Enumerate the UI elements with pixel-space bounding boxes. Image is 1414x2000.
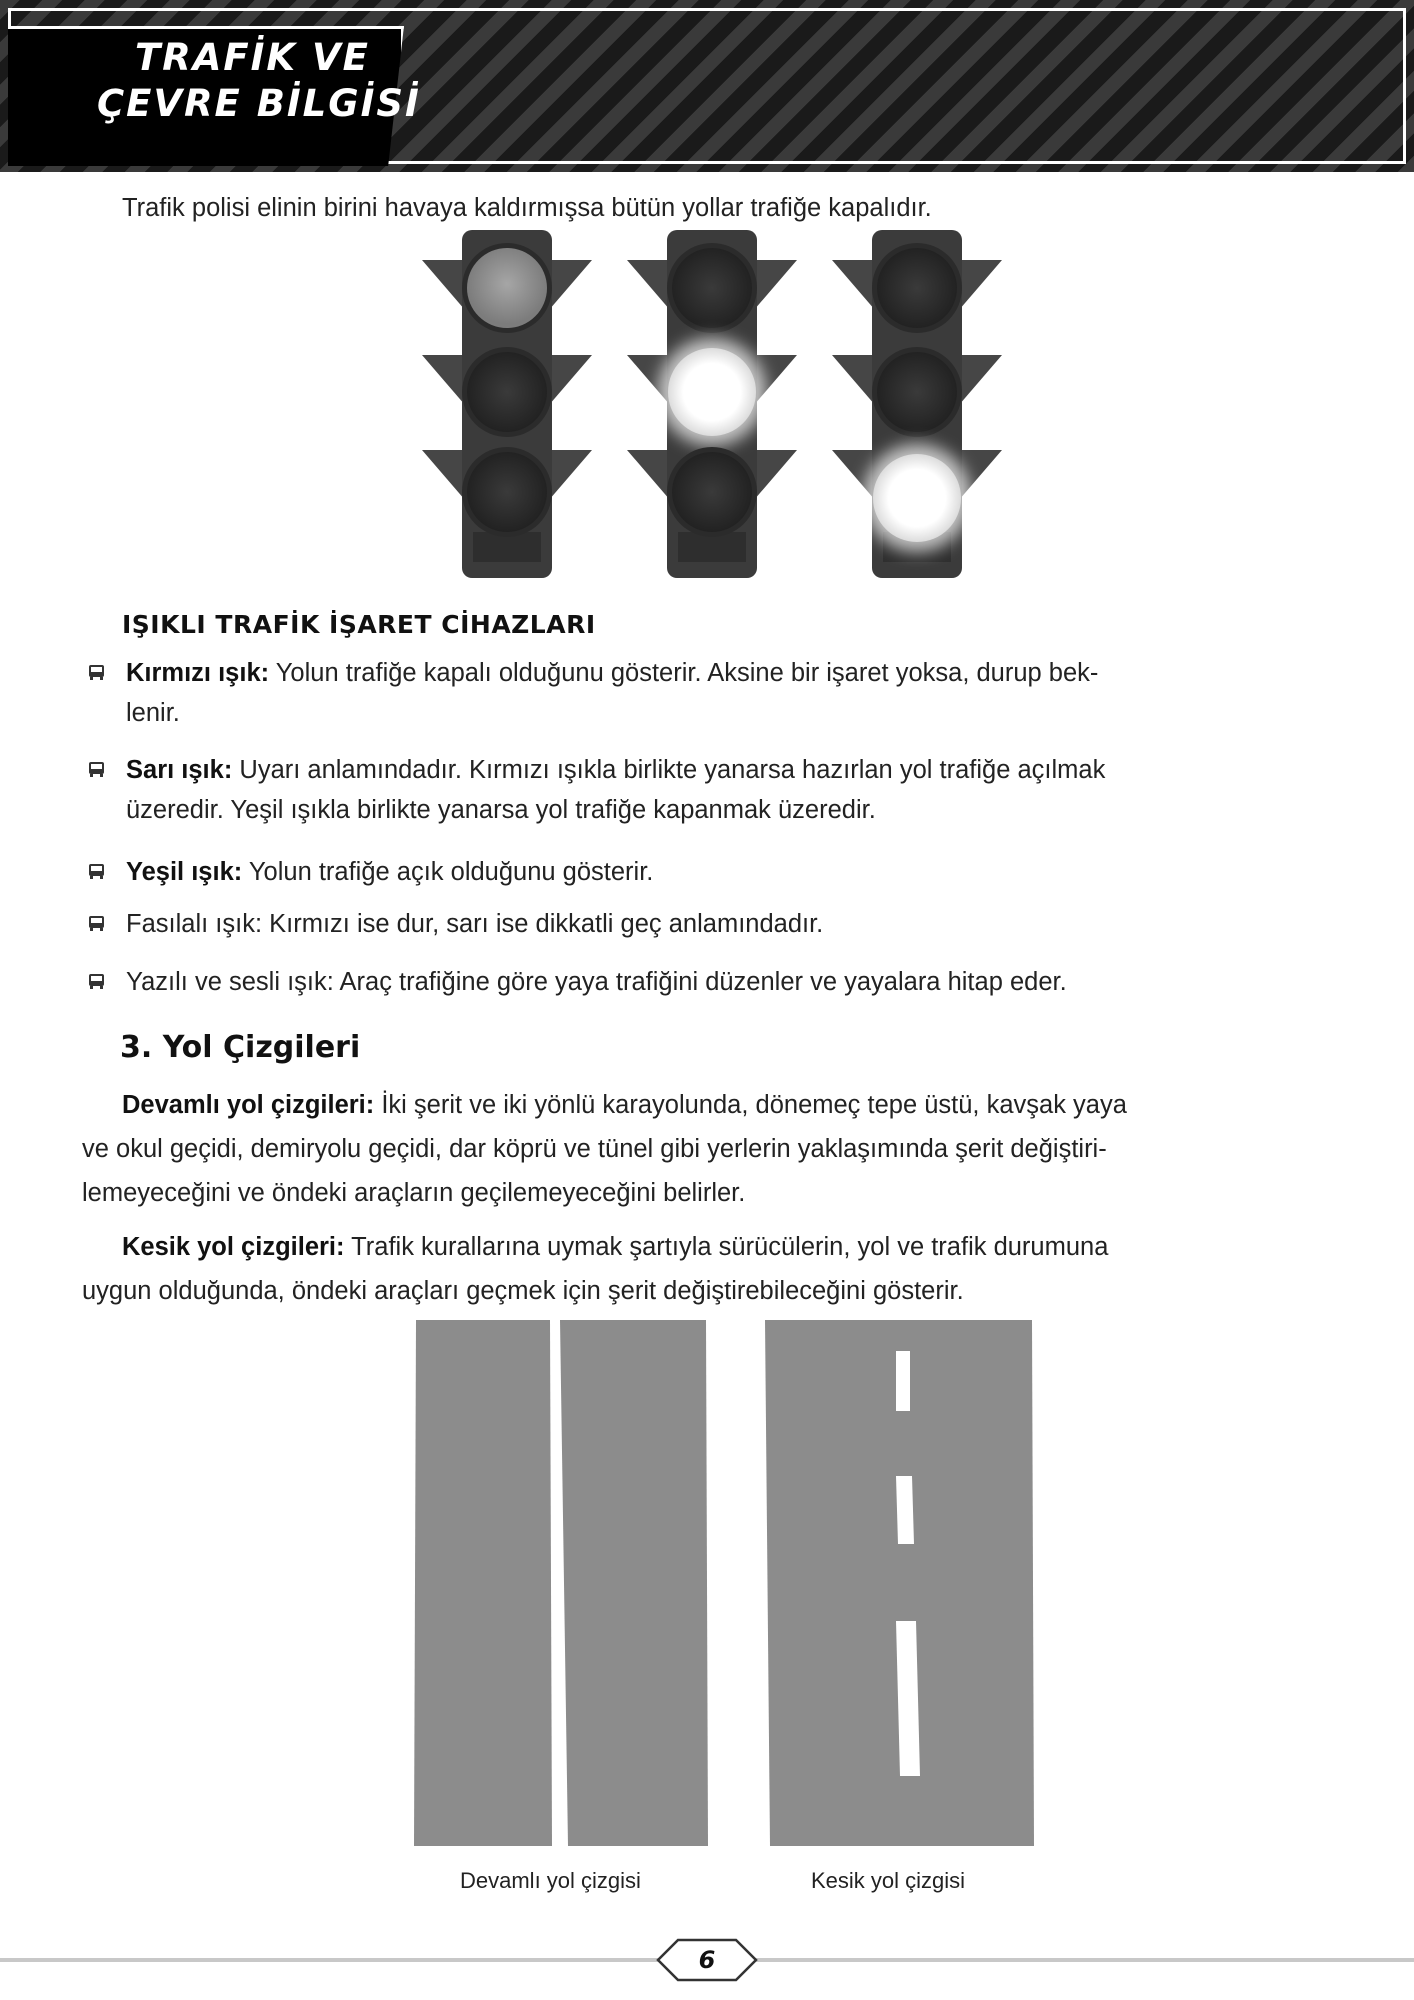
continuous-lines-para-line1 <box>122 1085 1127 1125</box>
dashed-lines-para-line1 <box>122 1227 1108 1267</box>
dash-3 <box>896 1621 920 1776</box>
traffic-lights-illustration <box>407 230 1035 578</box>
lamp-lit <box>467 248 547 328</box>
term-green-light: Yeşil ışık: <box>126 858 243 886</box>
header-title-line1: TRAFİK VE <box>135 36 370 79</box>
item-text-cont: üzeredir. Yeşil ışıkla birlikte yanarsa yol trafiğe kapanmak üzeredir. <box>126 796 876 824</box>
page-number: 6 <box>698 1946 716 1974</box>
item-text-cont: lenir. <box>126 699 180 727</box>
dashed-road <box>765 1320 1034 1846</box>
term-red-light: Kırmızı ışık: <box>126 659 270 687</box>
road-lines-illustration <box>410 1316 1040 1852</box>
header-banner <box>0 0 1414 172</box>
caption-dashed: Kesik yol çizgisi <box>811 1868 966 1893</box>
bus-icon <box>88 761 105 778</box>
continuous-lines-para-line3: lemeyeceğini ve öndeki araçların geçilemeyeceğini belirler. <box>82 1179 746 1207</box>
item-text: Yolun trafiğe kapalı olduğunu gösterir. Aksine bir işaret yoksa, durup bek- <box>269 659 1099 687</box>
intro-text: Trafik polisi elinin birini havaya kaldırmışsa bütün yollar trafiğe kapalıdır. <box>122 194 932 222</box>
section-heading-lights: IŞIKLI TRAFİK İŞARET CİHAZLARI <box>122 610 596 639</box>
dash-1 <box>896 1351 910 1411</box>
traffic-light-3 <box>832 230 1002 578</box>
traffic-light-2 <box>627 230 797 578</box>
continuous-lines-para-line2: ve okul geçidi, demiryolu geçidi, dar köprü ve tünel gibi yerlerin yaklaşımında şerit değiştiri- <box>82 1135 1107 1163</box>
bus-icon <box>88 973 105 990</box>
item-text: Fasılalı ışık: Kırmızı ise dur, sarı ise dikkatli geç anlamındadır. <box>126 910 824 938</box>
bus-icon <box>88 664 105 681</box>
traffic-light-1 <box>422 230 592 578</box>
lamp-lit <box>668 348 756 436</box>
item-text: Yazılı ve sesli ışık: Araç trafiğine göre yaya trafiğini düzenler ve yayalara hitap eder. <box>126 968 1067 996</box>
item-text: Yolun trafiğe açık olduğunu gösterir. <box>242 858 654 886</box>
bus-icon <box>88 915 105 932</box>
header-title-line2: ÇEVRE BİLGİSİ <box>97 82 421 125</box>
item-text: Uyarı anlamındadır. Kırmızı ışıkla birlikte yanarsa hazırlan yol trafiğe açılmak <box>232 756 1106 784</box>
para-text: İki şerit ve iki yönlü karayolunda, dönemeç tepe üstü, kavşak yaya <box>374 1091 1127 1119</box>
continuous-road <box>414 1320 708 1846</box>
caption-continuous: Devamlı yol çizgisi <box>460 1868 641 1893</box>
para-text: Trafik kurallarına uymak şartıyla sürücülerin, yol ve trafik durumuna <box>344 1233 1109 1261</box>
term-dashed-lines: Kesik yol çizgileri: <box>122 1233 345 1261</box>
bus-icon <box>88 863 105 880</box>
term-yellow-light: Sarı ışık: <box>126 756 233 784</box>
section-heading-road-lines: 3. Yol Çizgileri <box>120 1030 361 1065</box>
lamp-lit <box>873 454 961 542</box>
dash-2 <box>896 1476 914 1544</box>
dashed-lines-para-line2: uygun olduğunda, öndeki araçları geçmek için şerit değiştirebileceğini gösterir. <box>82 1277 964 1305</box>
term-continuous-lines: Devamlı yol çizgileri: <box>122 1091 375 1119</box>
